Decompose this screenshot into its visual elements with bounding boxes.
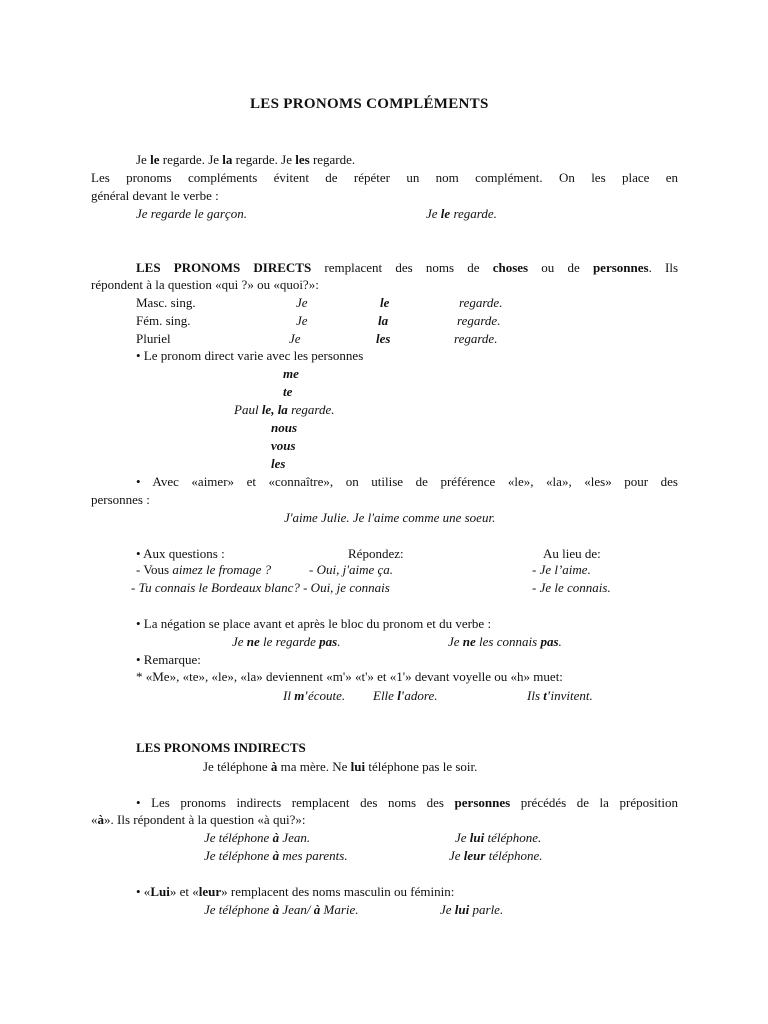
aimer-line-2: personnes : [91,492,150,507]
indirects-example-left: Je téléphone à Jean. [204,830,311,845]
intro-example-left: Je regarde le garçon. [136,206,247,221]
negation-text: • La négation se place avant et après le bloc du pronom et du verbe : [136,616,492,631]
intro-line-2: Les pronoms compléments évitent de répéter un nom complément. On les place en [91,170,678,185]
table-pronoun: les [376,331,391,346]
table-pronoun: la [378,313,389,328]
indirects-example-left: Je téléphone à Jean/ à Marie. [204,902,359,917]
table-label: Pluriel [136,331,171,346]
table-subject: Je [289,331,301,346]
intro-line-1: Je le regarde. Je la regarde. Je les regarde. [136,152,356,167]
table-verb: regarde. [459,295,503,310]
paul-pronoun: nous [271,420,298,435]
answer-text: - Oui, j'aime ça. [309,562,394,577]
paul-pronoun: les [271,456,286,471]
indirects-paragraph-1: • Les pronoms indirects remplacent des noms des personnes précédés de la préposition [136,795,678,810]
question-row: - Tu connais le Bordeaux blanc? - Oui, je connais [131,580,390,595]
indirects-heading: LES PRONOMS INDIRECTS [136,740,306,755]
remarque-example: Elle l'adore. [373,688,438,703]
negation-example-2: Je ne les connais pas. [448,634,562,649]
intro-line-3: général devant le verbe : [91,188,219,203]
indirects-example-right: Je lui parle. [440,902,504,917]
questions-heading: • Aux questions : [136,546,225,561]
indirects-paragraph-1-line-2: «à». Ils répondent à la question «à qui?»: [91,812,306,827]
answer-heading: Répondez: [348,546,404,561]
indirects-intro: Je téléphone à ma mère. Ne lui téléphone pas le soir. [203,759,478,774]
remarque-example: Ils t'invitent. [527,688,593,703]
directs-question: répondent à la question «qui ?» ou «quoi?»: [91,277,319,292]
indirects-paragraph-2: • «Lui» et «leur» remplacent des noms masculin ou féminin: [136,884,455,899]
table-verb: regarde. [454,331,498,346]
table-label: Fém. sing. [136,313,191,328]
table-subject: Je [296,295,308,310]
question-row: - Vous aimez le fromage ? [136,562,272,577]
paul-line: Paul le, la regarde. [234,402,335,417]
intro-example-right: Je le regarde. [426,206,497,221]
aimer-line-1: • Avec «aimer» et «connaître», on utilise de préférence «le», «la», «les» pour des [136,474,678,489]
julie-example: J'aime Julie. Je l'aime comme une soeur. [284,510,496,525]
paul-pronoun: me [283,366,299,381]
table-pronoun: le [380,295,390,310]
remarque-label: • Remarque: [136,652,201,667]
indirects-example-left: Je téléphone à mes parents. [204,848,348,863]
remarque-example: Il m'écoute. [283,688,346,703]
table-subject: Je [296,313,308,328]
paul-pronoun: te [283,384,293,399]
directs-heading: LES PRONOMS DIRECTS remplacent des noms de choses ou de personnes. Ils [136,260,679,275]
remarque-text: * «Me», «te», «le», «la» deviennent «m'» «t'» et «1'» devant voyelle ou «h» muet: [136,669,563,684]
indirects-example-right: Je lui téléphone. [455,830,542,845]
negation-example-1: Je ne le regarde pas. [232,634,341,649]
instead-text: - Je le connais. [532,580,611,595]
table-verb: regarde. [457,313,501,328]
indirects-example-right: Je leur téléphone. [449,848,543,863]
table-label: Masc. sing. [136,295,196,310]
varie-text: • Le pronom direct varie avec les personnes [136,348,364,363]
paul-pronoun: vous [271,438,296,453]
instead-heading: Au lieu de: [543,546,601,561]
instead-text: - Je l’aime. [532,562,591,577]
page-title: LES PRONOMS COMPLÉMENTS [250,96,489,112]
